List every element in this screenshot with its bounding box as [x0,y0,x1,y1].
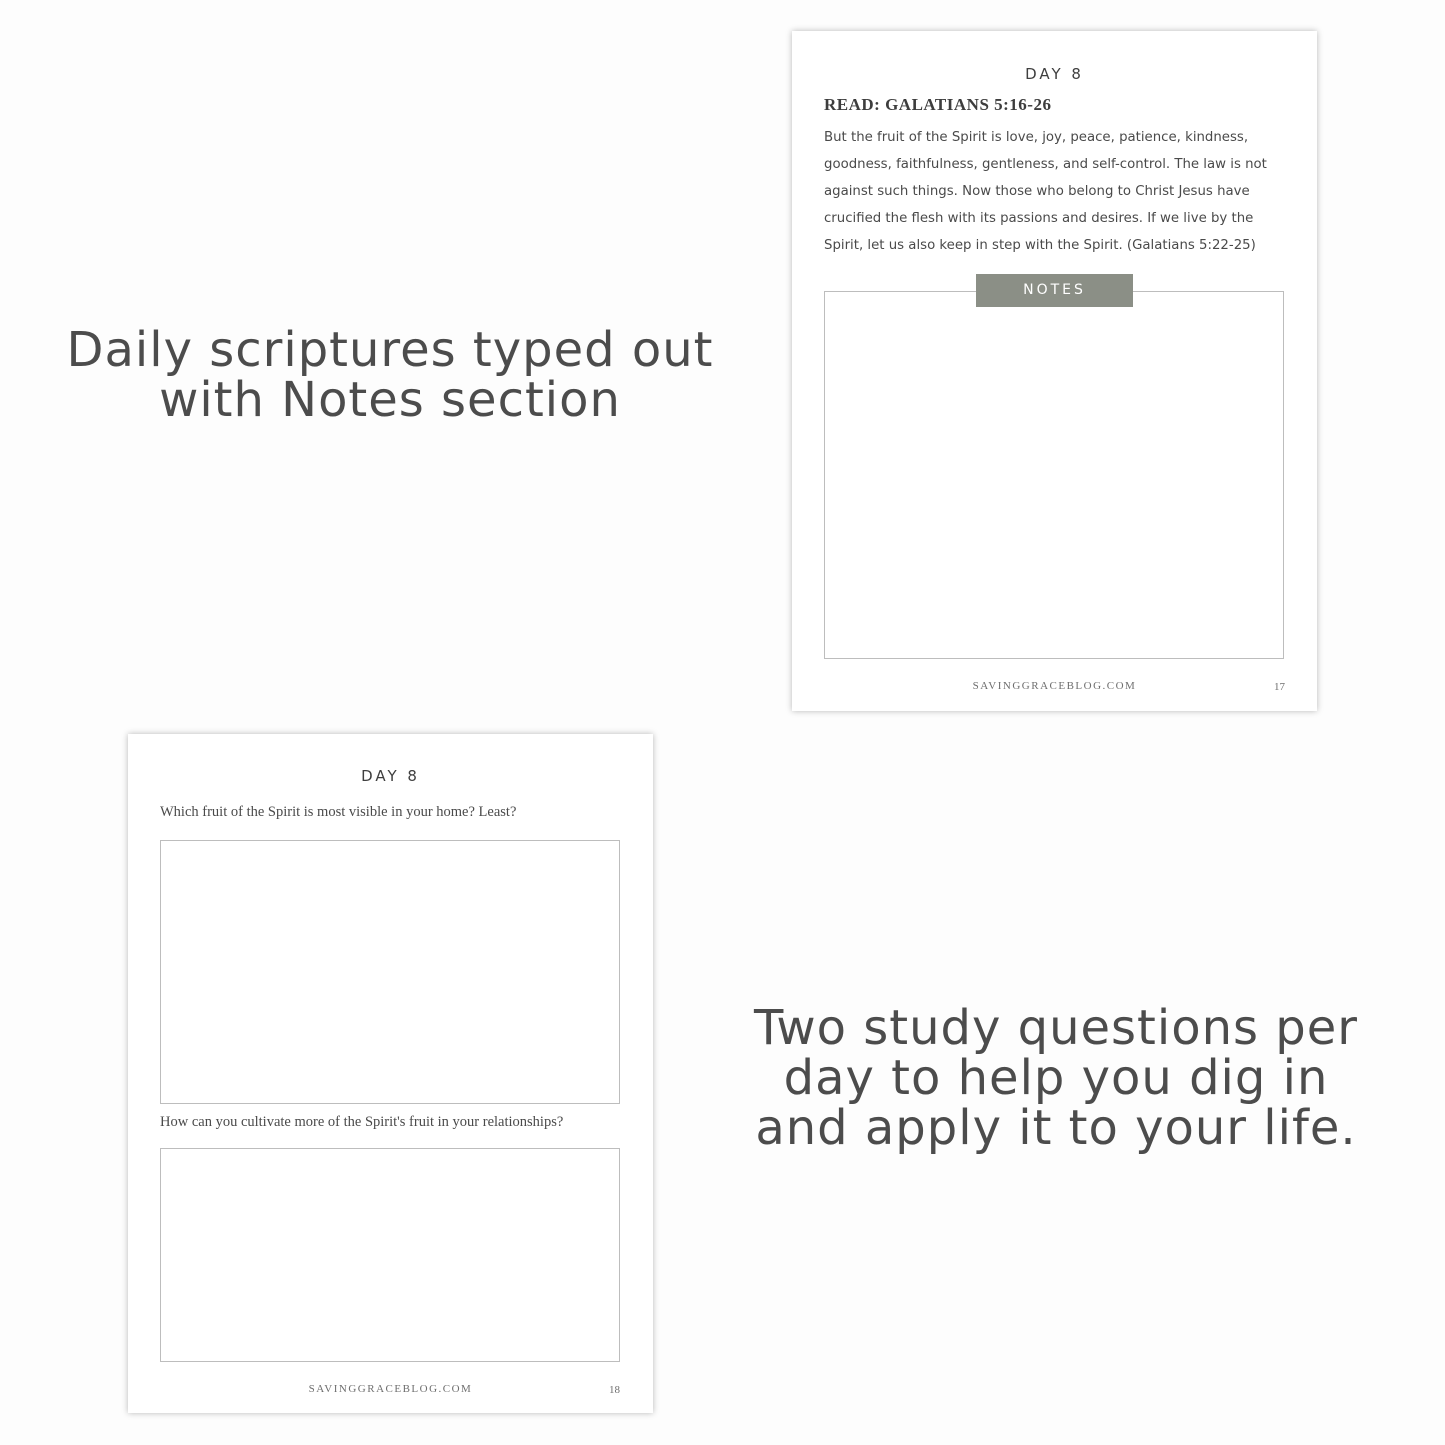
caption-line: with Notes section [159,372,621,428]
day-title: DAY 8 [1025,65,1084,83]
caption-scriptures [40,322,740,428]
scripture-line: crucified the flesh with its passions and desires. If we live by the [824,211,1254,226]
caption-study-questions [716,1000,1396,1156]
caption-line: day to help you dig in [783,1050,1329,1106]
page-number: 18 [609,1384,620,1396]
journal-page-17 [792,31,1317,711]
day-title: DAY 8 [361,767,420,785]
answer-box-2[interactable] [160,1148,620,1362]
caption-line: and apply it to your life. [755,1100,1357,1156]
footer-site: SAVINGGRACEBLOG.COM [308,1383,473,1395]
scripture-line: But the fruit of the Spirit is love, joy, peace, patience, kindness, [824,130,1249,145]
notes-box[interactable] [824,291,1284,659]
scripture-line: goodness, faithfulness, gentleness, and self-control. The law is not [824,157,1267,172]
question-2: How can you cultivate more of the Spirit's fruit in your relationships? [160,1114,564,1130]
scripture-text [824,124,1274,259]
answer-box-1[interactable] [160,840,620,1104]
caption-line: Two study questions per [753,1000,1358,1056]
journal-page-18 [128,734,653,1413]
caption-line: Daily scriptures typed out [66,322,714,378]
read-heading: READ: GALATIANS 5:16-26 [824,95,1052,114]
scripture-line: against such things. Now those who belong to Christ Jesus have [824,184,1250,199]
scripture-line: Spirit, let us also keep in step with the Spirit. (Galatians 5:22-25) [824,238,1256,253]
notes-label: NOTES [976,274,1133,307]
page-number: 17 [1274,681,1285,693]
question-1: Which fruit of the Spirit is most visible in your home? Least? [160,804,517,820]
footer-site: SAVINGGRACEBLOG.COM [972,680,1137,692]
